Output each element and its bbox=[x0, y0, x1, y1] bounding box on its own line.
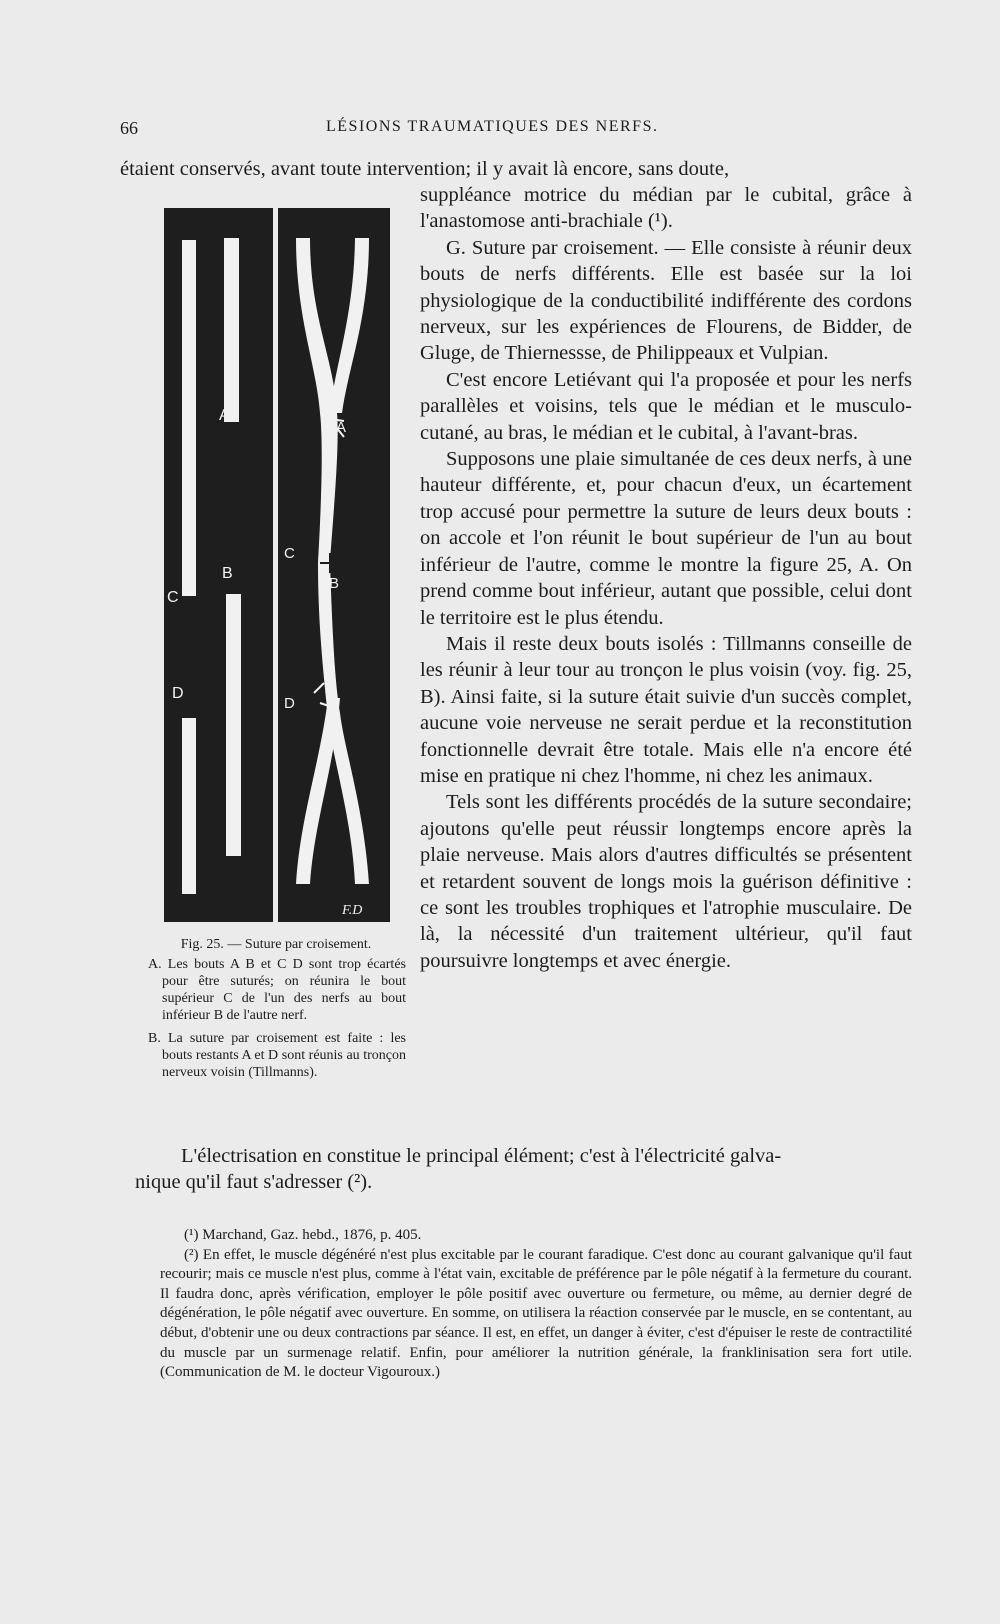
footnote-1: (¹) Marchand, Gaz. hebd., 1876, p. 405. bbox=[184, 1227, 422, 1243]
body-paragraph: suppléance motrice du médian par le cubital, grâce à l'anastomose anti-brachiale (¹). bbox=[420, 184, 912, 233]
label-b-left: B bbox=[222, 565, 233, 582]
label-c-right: C bbox=[284, 545, 295, 562]
closing-line: L'électrisation en constitue le principal élément; c'est à l'électricité galva- bbox=[181, 1145, 782, 1167]
closing-paragraph bbox=[135, 1143, 912, 1196]
figure-25 bbox=[164, 208, 390, 922]
label-c-left: C bbox=[167, 589, 179, 606]
right-text-column bbox=[420, 182, 912, 974]
nerve-b-lower bbox=[226, 594, 241, 856]
label-a-right: A bbox=[336, 419, 347, 436]
nerve-d-lower bbox=[182, 718, 196, 894]
body-paragraph: Mais il reste deux bouts isolés : Tillmanns conseille de les réunir à leur tour au tronçon le plus voisin (voy. fig. 25, B). Ainsi faite, si la suture était suivie d'un succès complet, aucune voie nerveuse ne serait perdue et la reconstitution fonctionnelle devrait être totale. Mais elle n'a encore été mise en pratique ni chez l'homme, ni chez les animaux. bbox=[420, 632, 912, 787]
opening-line: étaient conservés, avant toute intervention; il y avait là encore, sans doute, bbox=[120, 158, 730, 180]
nerve-suture-illustration bbox=[164, 208, 390, 922]
page-header bbox=[120, 118, 880, 144]
running-head: LÉSIONS TRAUMATIQUES DES NERFS. bbox=[326, 118, 659, 135]
label-a-left: A bbox=[219, 407, 230, 424]
nerve-a-upper bbox=[224, 238, 239, 422]
figure-caption bbox=[146, 936, 406, 1087]
label-b-right: B bbox=[329, 575, 340, 592]
footnotes bbox=[160, 1226, 912, 1383]
body-paragraph: C'est encore Letiévant qui l'a proposée et pour les nerfs parallèles et voisins, tels que le médian et le musculo-cutané, au bras, le médian et le cubital, à l'avant-bras. bbox=[420, 368, 912, 444]
illustrator-signature: F.D bbox=[342, 903, 363, 918]
label-d-left: D bbox=[172, 685, 184, 702]
body-paragraph: G. Suture par croisement. — Elle consiste à réunir deux bouts de nerfs différents. Elle est basée sur la loi physiologique de la conductibilité indifférente des cordons nerveux, sur les expériences de Flourens, de Bidder, de Gluge, de Thiernessse, de Philippeaux et Vulpian. bbox=[420, 236, 912, 365]
nerve-c-upper bbox=[182, 240, 196, 596]
caption-item-a: A. Les bouts A B et C D sont trop écartés pour être suturés; on réunira le bout supérieur C de l'un des nerfs au bout inférieur B de l'autre nerf. bbox=[148, 957, 406, 1023]
body-paragraph: Tels sont les différents procédés de la suture secondaire; ajoutons qu'elle peut réussir longtemps encore après la plaie nerveuse. Mais alors d'autres difficultés se présentent et retardent souvent de longs mois la guérison définitive : ce sont les troubles trophiques et l'atrophie musculaire. De là, la nécessité d'un traitement ultérieur, qu'il faut poursuivre longtemps et avec énergie. bbox=[420, 791, 912, 972]
panel-b-background bbox=[278, 208, 390, 922]
caption-title: Fig. 25. — Suture par croisement. bbox=[180, 937, 372, 952]
panel-a-background bbox=[164, 208, 273, 922]
closing-line: nique qu'il faut s'adresser (²). bbox=[135, 1171, 373, 1194]
page-number: 66 bbox=[120, 118, 138, 138]
footnote-2: (²) En effet, le muscle dégénéré n'est plus excitable par le courant faradique. C'est donc au courant galvanique qu'il faut recourir; mais ce muscle n'est plus, comme à l'état vain, excitable de préférence par le pôle négatif à la fermeture du courant. Il faudra donc, après vérification, employer le pôle positif avec ouverture ou fermeture, ou même, au dernier degré de dégénération, le pôle négatif avec ouverture. En somme, on utilisera la réaction conservée par le muscle, en se contentant, au début, d'obtenir une ou deux contractions par séance. Il est, en effet, un danger à éviter, c'est d'épuiser le reste de contractilité du muscle par un surmenage relatif. Enfin, pour améliorer la nutrition générale, la franklinisation sera fort utile. (Communication de M. le docteur Vigouroux.) bbox=[160, 1246, 912, 1381]
body-paragraph: Supposons une plaie simultanée de ces deux nerfs, à une hauteur différente, et, pour chacun d'eux, un écartement trop accusé pour permettre la suture de leurs deux bouts : on accole et l'on réunit le bout supérieur de l'un au bout inférieur de l'autre, comme le montre la figure 25, A. On prend comme bout inférieur, autant que possible, celui dont le territoire est le plus étendu. bbox=[420, 448, 912, 629]
label-d-right: D bbox=[284, 695, 295, 712]
caption-item-b: B. La suture par croisement est faite : les bouts restants A et D sont réunis au tronçon nerveux voisin (Tillmanns). bbox=[148, 1031, 406, 1080]
